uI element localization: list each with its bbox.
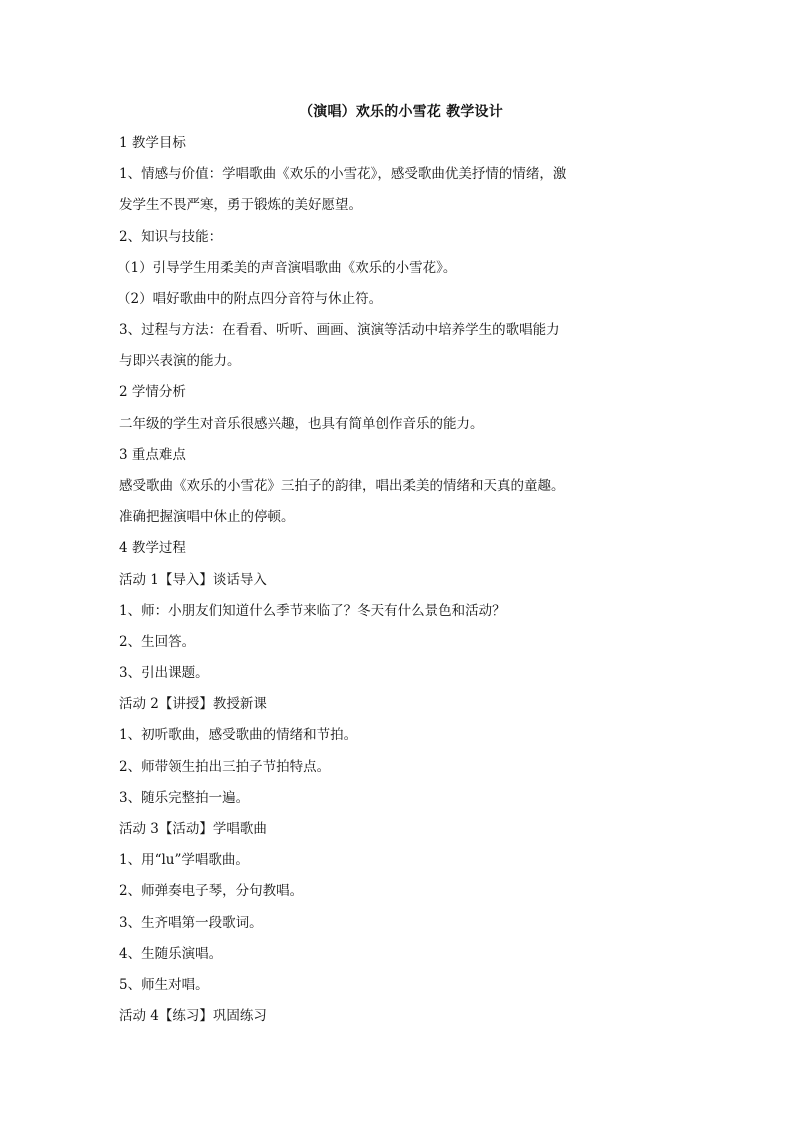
paragraph-line: 与即兴表演的能力。 [119, 353, 241, 369]
paragraph-line: 2、生回答。 [119, 634, 196, 650]
document-title [0, 101, 794, 121]
paragraph-line: 1、情感与价值：学唱歌曲《欢乐的小雪花》，感受歌曲优美抒情的情绪，激 [119, 166, 567, 182]
paragraph-line: 5、师生对唱。 [119, 977, 209, 993]
section-heading-objectives: 1 教学目标 [119, 135, 186, 151]
paragraph-line: 3、引出课题。 [119, 665, 209, 681]
paragraph-line: 1、师：小朋友们知道什么季节来临了？冬天有什么景色和活动？ [119, 603, 506, 619]
activity-heading: 活动 1【导入】谈话导入 [119, 572, 267, 588]
activity-heading: 活动 2【讲授】教授新课 [119, 696, 267, 712]
paragraph-line: 1、用“lu”学唱歌曲。 [119, 852, 249, 868]
section-heading-analysis: 2 学情分析 [119, 384, 186, 400]
activity-heading: 活动 3【活动】学唱歌曲 [119, 821, 267, 837]
paragraph-line: 二年级的学生对音乐很感兴趣，也具有简单创作音乐的能力。 [119, 416, 484, 432]
paragraph-line: 3、生齐唱第一段歌词。 [119, 915, 263, 931]
paragraph-line: 3、过程与方法：在看看、听听、画画、演演等活动中培养学生的歌唱能力 [119, 322, 560, 338]
document-title-text: （演唱）欢乐的小雪花 教学设计 [299, 104, 503, 120]
paragraph-line: （1）引导学生用柔美的声音演唱歌曲《欢乐的小雪花》。 [117, 260, 457, 276]
paragraph-line: 感受歌曲《欢乐的小雪花》三拍子的韵律，唱出柔美的情绪和天真的童趣。 [119, 478, 565, 494]
paragraph-line: 4、生随乐演唱。 [119, 946, 223, 962]
paragraph-line: 2、知识与技能： [119, 229, 223, 245]
paragraph-line: 1、初听歌曲，感受歌曲的情绪和节拍。 [119, 727, 358, 743]
section-heading-key-points: 3 重点难点 [119, 447, 186, 463]
paragraph-line: 发学生不畏严寒，勇于锻炼的美好愿望。 [119, 197, 362, 213]
paragraph-line: （2）唱好歌曲中的附点四分音符与休止符。 [117, 291, 383, 307]
activity-heading: 活动 4【练习】巩固练习 [119, 1008, 267, 1024]
paragraph-line: 准确把握演唱中休止的停顿。 [119, 509, 295, 525]
section-heading-process: 4 教学过程 [119, 540, 186, 556]
paragraph-line: 2、师带领生拍出三拍子节拍特点。 [119, 759, 331, 775]
paragraph-line: 3、随乐完整拍一遍。 [119, 790, 250, 806]
paragraph-line: 2、师弹奏电子琴，分句教唱。 [119, 883, 304, 899]
